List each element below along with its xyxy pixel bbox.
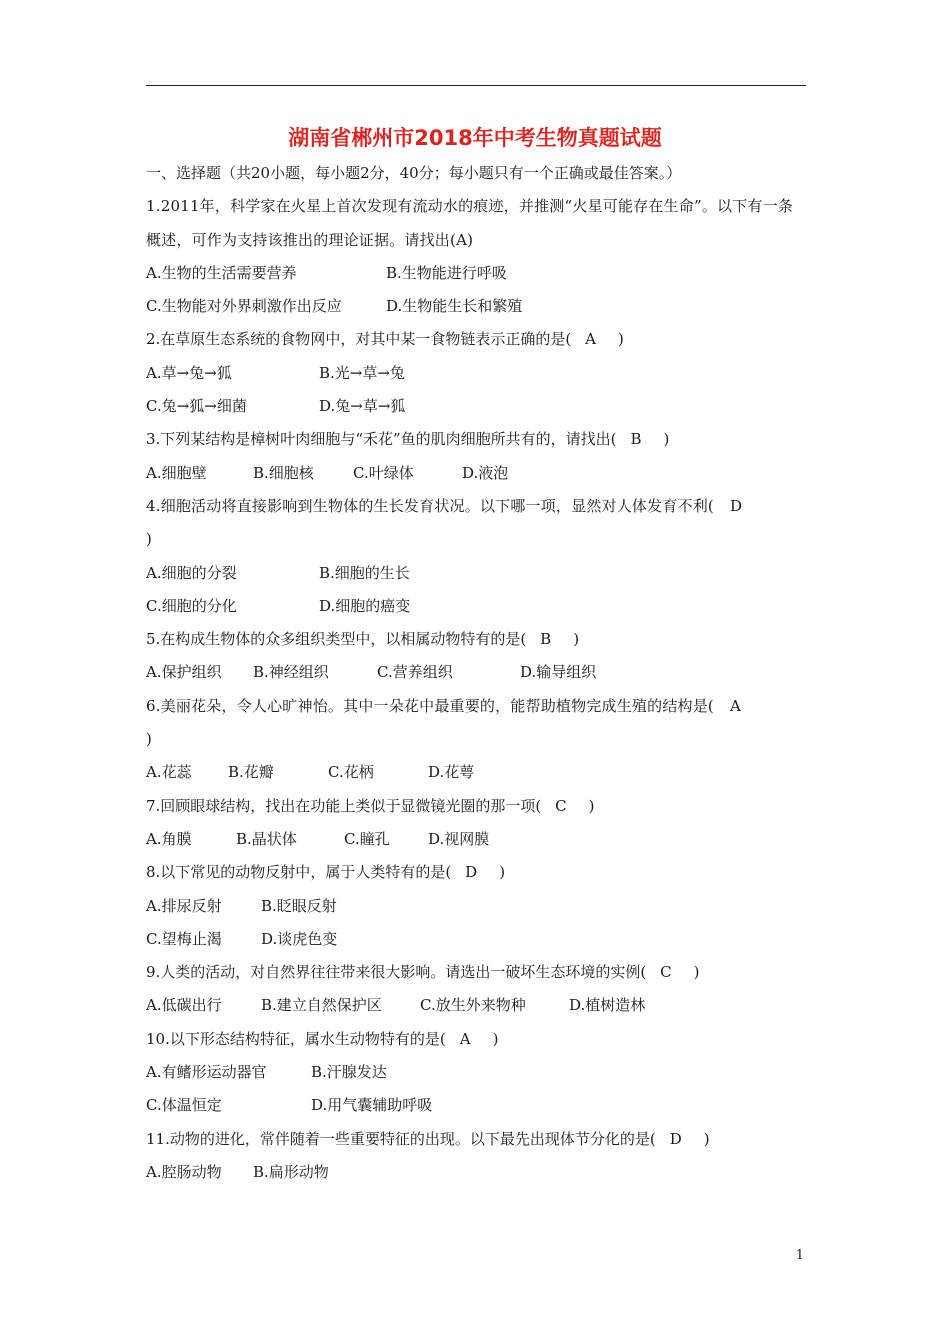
- document-body: [146, 157, 808, 1189]
- question-4-options-row1: [146, 557, 808, 590]
- option-a: A.细胞的分裂: [146, 563, 237, 582]
- answer: C: [555, 796, 567, 815]
- option-b: B.扁形动物: [253, 1162, 329, 1181]
- option-a: A.有鳍形运动器官: [146, 1063, 267, 1082]
- option-a: A.细胞壁: [146, 463, 207, 482]
- question-10-options-row1: [146, 1056, 808, 1089]
- answer: B: [630, 430, 642, 449]
- option-b: B.汗腺发达: [311, 1063, 387, 1082]
- option-b: B.细胞核: [253, 463, 314, 482]
- question-6-options: [146, 756, 808, 789]
- question-9-options: [146, 989, 808, 1022]
- answer: D: [465, 863, 478, 882]
- question-11-options: [146, 1156, 808, 1189]
- question-3-options: [146, 457, 808, 490]
- option-d: D.视网膜: [428, 829, 490, 848]
- option-d: D.生物能生长和繁殖: [386, 297, 523, 316]
- page-number: 1: [795, 1248, 804, 1263]
- question-2-stem: 2.在草原生态系统的食物网中，对其中某一食物链表示正确的是( A ): [146, 330, 624, 349]
- option-b: B.光→草→兔: [319, 363, 405, 382]
- answer: A: [456, 230, 468, 249]
- question-10-options-row2: [146, 1089, 808, 1122]
- question-4-stem: 4.细胞活动将直接影响到生物体的生长发育状况。以下哪一项，显然对人体发育不利( D ): [146, 496, 743, 549]
- option-a: A.低碳出行: [146, 996, 222, 1015]
- answer: A: [459, 1029, 471, 1048]
- question-10-stem: 10.以下形态结构特征，属水生动物特有的是( A ): [146, 1029, 499, 1048]
- option-b: B.细胞的生长: [319, 563, 410, 582]
- option-b: B.花瓣: [228, 763, 274, 782]
- answer: A: [585, 330, 597, 349]
- option-c: C.兔→狐→细菌: [146, 397, 247, 416]
- question-9-stem: 9.人类的活动，对自然界往往带来很大影响。请选出一破坏生态环境的实例( C ): [146, 963, 700, 982]
- option-d: D.液泡: [462, 463, 509, 482]
- option-b: B.生物能进行呼吸: [386, 263, 507, 282]
- option-a: A.草→兔→狐: [146, 363, 232, 382]
- option-c: C.生物能对外界刺激作出反应: [146, 297, 342, 316]
- section-heading: 一、选择题（共20小题，每小题2分，40分；每小题只有一个正确或最佳答案。）: [146, 164, 682, 182]
- answer: A: [729, 696, 742, 715]
- question-1-options-row1: [146, 257, 808, 290]
- option-b: B.建立自然保护区: [261, 996, 382, 1015]
- option-a: A.排尿反射: [146, 896, 222, 915]
- question-8-options-row2: [146, 923, 808, 956]
- question-3-stem: 3.下列某结构是樟树叶肉细胞与“禾花”鱼的肌肉细胞所共有的，请找出( B ): [146, 430, 670, 449]
- option-c: C.放生外来物种: [420, 996, 526, 1015]
- option-c: C.叶绿体: [353, 463, 414, 482]
- option-d: D.兔→草→狐: [319, 397, 406, 416]
- question-4-options-row2: [146, 590, 808, 623]
- option-a: A.花蕊: [146, 763, 192, 782]
- option-c: C.望梅止渴: [146, 929, 222, 948]
- option-a: A.腔肠动物: [146, 1162, 222, 1181]
- option-c: C.瞳孔: [344, 829, 390, 848]
- option-b: B.眨眼反射: [261, 896, 337, 915]
- question-5-stem: 5.在构成生物体的众多组织类型中，以相属动物特有的是( B ): [146, 630, 580, 649]
- option-c: C.细胞的分化: [146, 596, 237, 615]
- option-c: C.花柄: [328, 763, 374, 782]
- question-5-options: [146, 656, 808, 689]
- option-d: D.细胞的癌变: [319, 596, 411, 615]
- question-1-stem: 1.2011年，科学家在火星上首次发现有流动水的痕迹，并推测“火星可能存在生命”。以下有一条概述，可作为支持该推出的理论证据。请找出(A): [146, 197, 794, 249]
- option-a: A.角膜: [146, 829, 192, 848]
- answer: B: [540, 630, 552, 649]
- answer: D: [729, 496, 743, 515]
- question-8-stem: 8.以下常见的动物反射中，属于人类特有的是( D ): [146, 863, 506, 882]
- question-8-options-row1: [146, 890, 808, 923]
- question-7-stem: 7.回顾眼球结构，找出在功能上类似于显微镜光圈的那一项( C ): [146, 796, 595, 815]
- option-c: C.体温恒定: [146, 1096, 222, 1115]
- answer: C: [660, 963, 672, 982]
- question-1-options-row2: [146, 290, 808, 323]
- option-d: D.花萼: [428, 763, 475, 782]
- question-11-stem: 11.动物的进化，常伴随着一些重要特征的出现。以下最先出现体节分化的是( D ): [146, 1129, 710, 1148]
- question-2-options-row1: [146, 357, 808, 390]
- option-d: D.用气囊辅助呼吸: [311, 1096, 433, 1115]
- option-d: D.谈虎色变: [261, 929, 338, 948]
- question-7-options: [146, 823, 808, 856]
- header-rule: [146, 85, 806, 86]
- answer: D: [669, 1129, 682, 1148]
- question-2-options-row2: [146, 390, 808, 423]
- option-b: B.晶状体: [236, 829, 297, 848]
- option-d: D.植树造林: [569, 996, 646, 1015]
- option-a: A.生物的生活需要营养: [146, 263, 297, 282]
- question-6-stem: 6.美丽花朵，令人心旷神怡。其中一朵花中最重要的，能帮助植物完成生殖的结构是( A ): [146, 696, 742, 749]
- option-b: B.神经组织: [253, 663, 329, 682]
- option-a: A.保护组织: [146, 663, 222, 682]
- option-d: D.输导组织: [520, 663, 597, 682]
- page-title: 湖南省郴州市2018年中考生物真题试题: [288, 126, 662, 150]
- option-c: C.营养组织: [377, 663, 453, 682]
